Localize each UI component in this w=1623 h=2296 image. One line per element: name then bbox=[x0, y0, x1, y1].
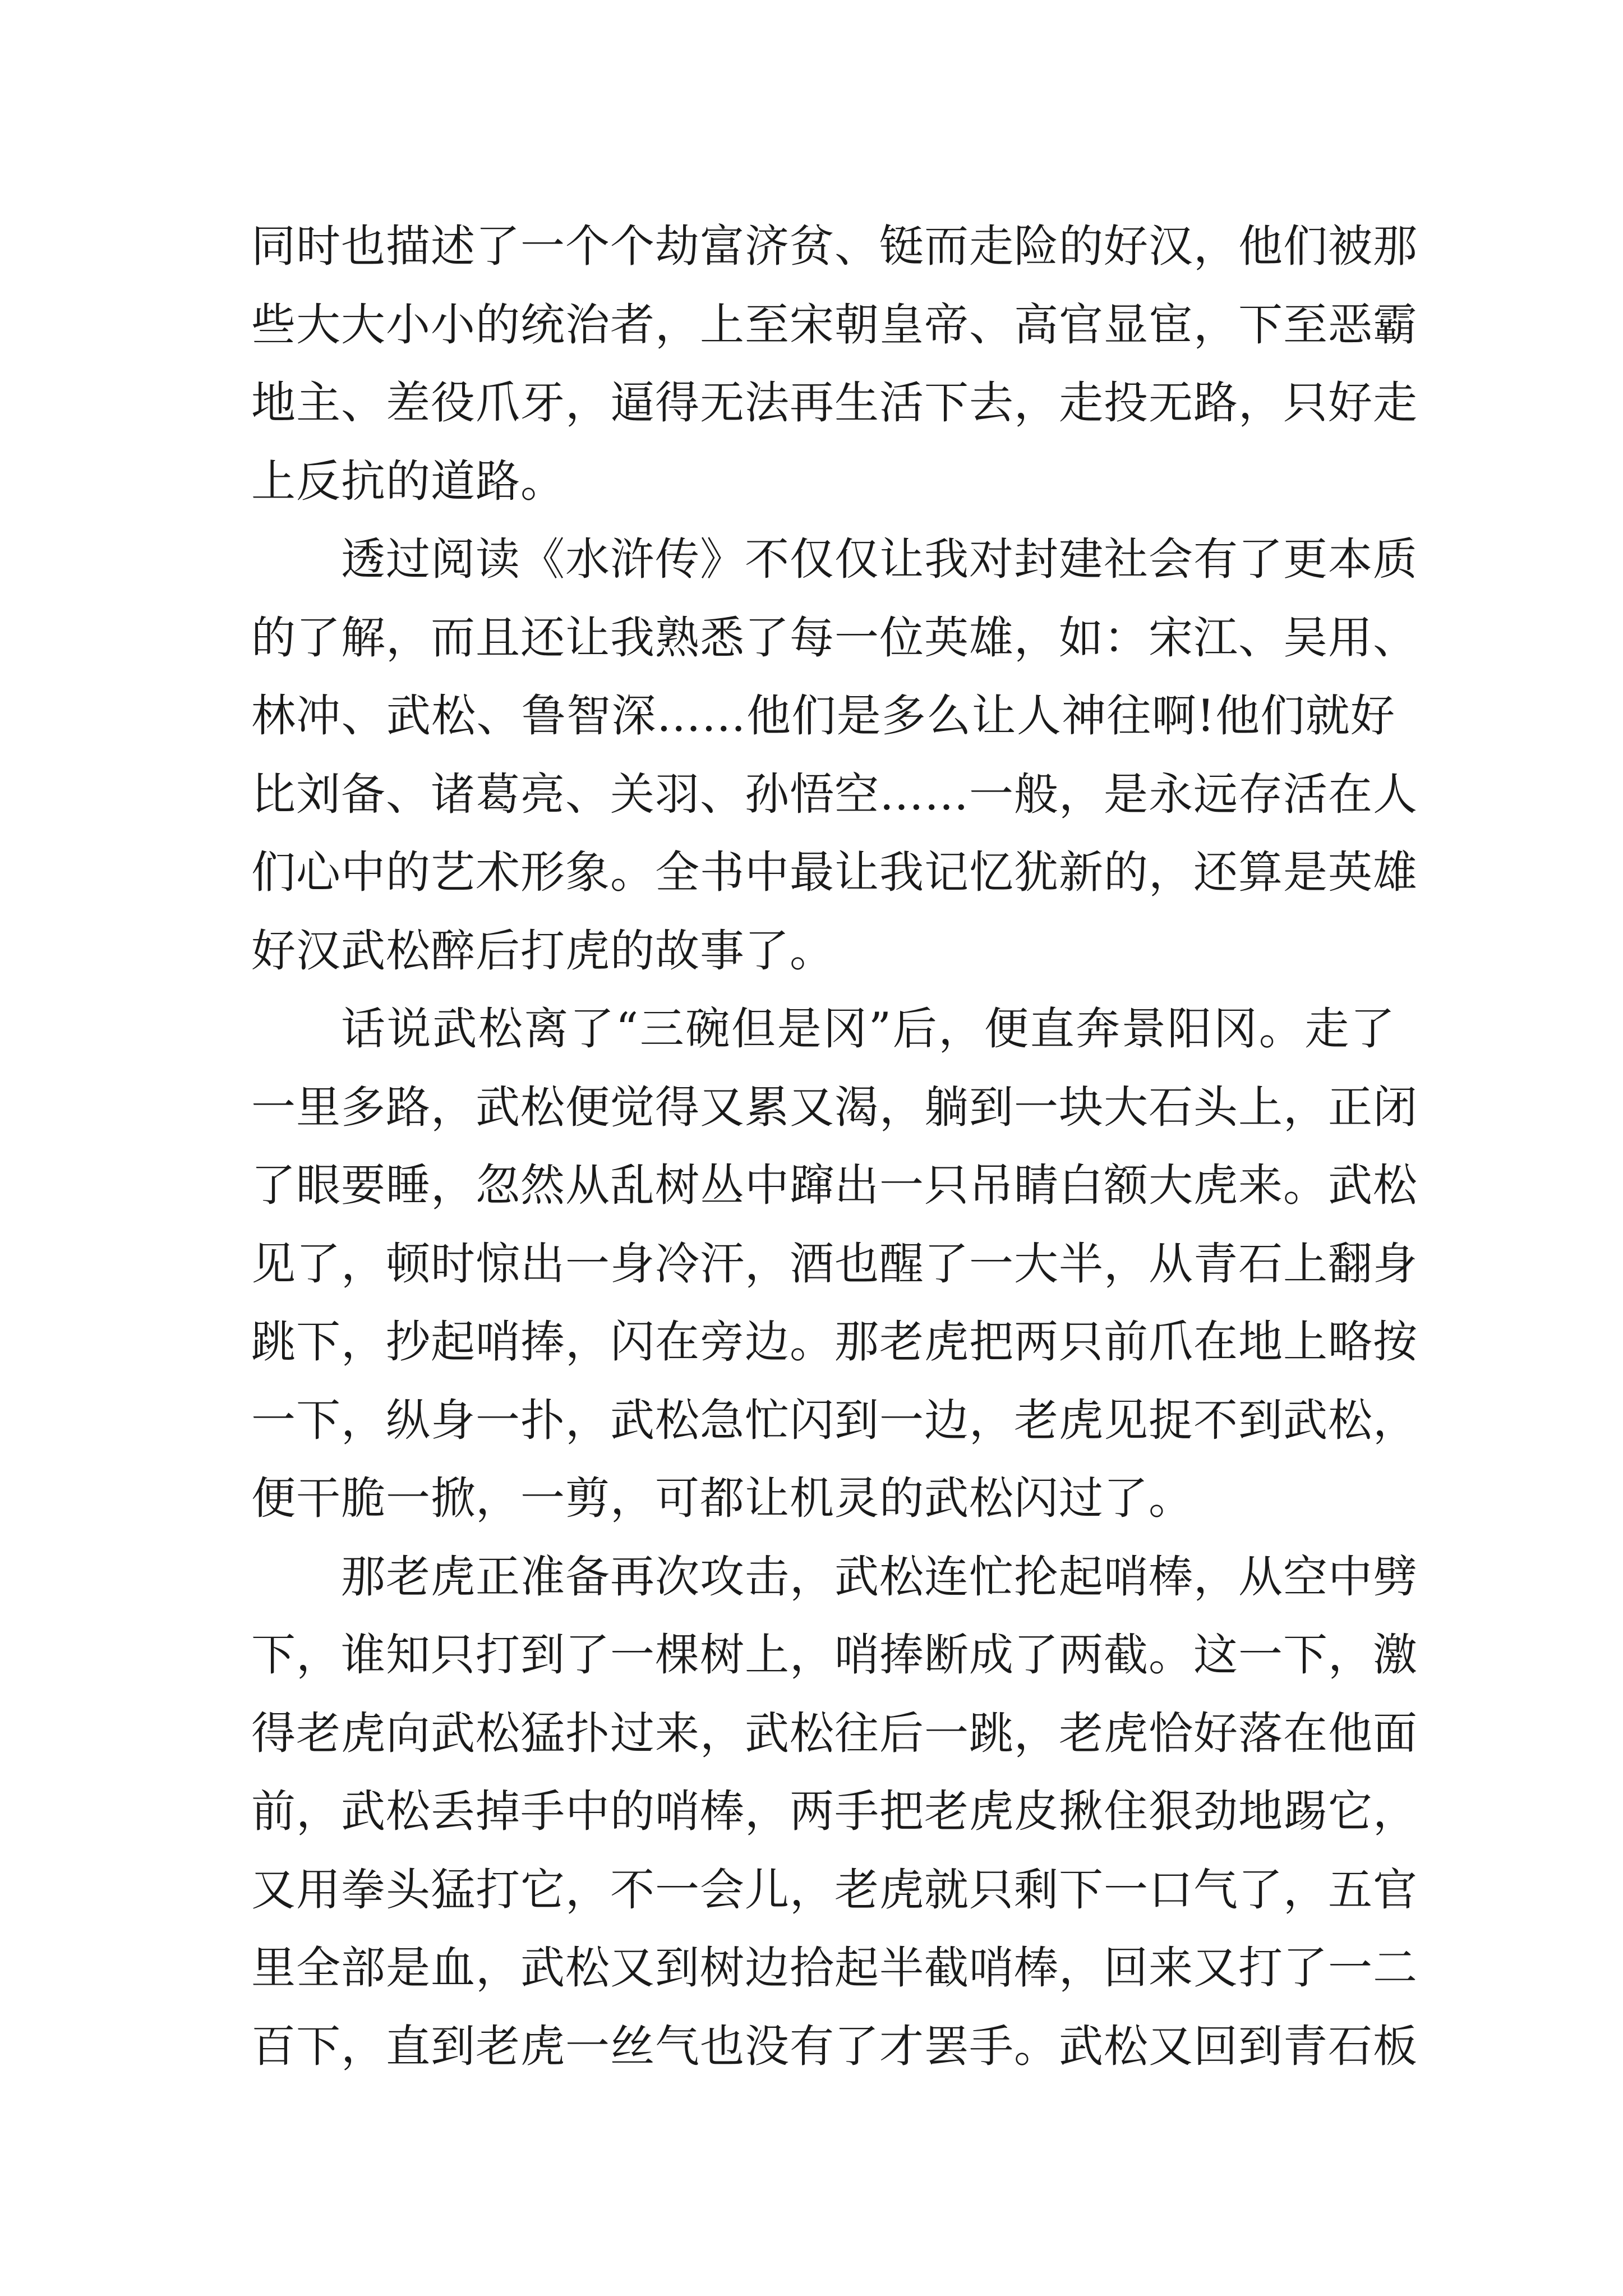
text-line: 一下，纵身一扑，武松急忙闪到一边，老虎见捉不到武松， bbox=[251, 1394, 1418, 1446]
text-line: 见了，顿时惊出一身冷汗，酒也醒了一大半，从青石上翻身 bbox=[251, 1237, 1418, 1290]
text-line: 那老虎正准备再次攻击，武松连忙抡起哨棒，从空中劈 bbox=[341, 1550, 1418, 1603]
text-line: 话说武松离了“三碗但是冈”后，便直奔景阳冈。走了 bbox=[341, 1003, 1395, 1055]
text-line: 跳下，抄起哨捧，闪在旁边。那老虎把两只前爪在地上略按 bbox=[251, 1316, 1418, 1368]
text-line: 比刘备、诸葛亮、关羽、孙悟空……一般，是永远存活在人 bbox=[251, 768, 1418, 820]
text-line: 里全部是血，武松又到树边拾起半截哨棒，回来又打了一二 bbox=[251, 1942, 1418, 1994]
text-line: 下，谁知只打到了一棵树上，哨捧断成了两截。这一下，激 bbox=[251, 1629, 1418, 1681]
text-line: 得老虎向武松猛扑过来，武松往后一跳，老虎恰好落在他面 bbox=[251, 1707, 1418, 1759]
text-line: 又用拳头猛打它，不一会儿，老虎就只剩下一口气了，五官 bbox=[251, 1864, 1418, 1916]
text-line: 的了解，而且还让我熟悉了每一位英雄，如：宋江、吴用、 bbox=[251, 611, 1418, 664]
body-text bbox=[251, 208, 1418, 2086]
text-line: 些大大小小的统治者，上至宋朝皇帝、高官显宦，下至恶霸 bbox=[251, 298, 1418, 351]
text-line: 同时也描述了一个个劫富济贫、铤而走险的好汉，他们被那 bbox=[251, 220, 1418, 272]
text-line: 便干脆一掀，一剪，可都让机灵的武松闪过了。 bbox=[251, 1473, 1193, 1524]
text-line: 透过阅读《水浒传》不仅仅让我对封建社会有了更本质 bbox=[341, 533, 1418, 585]
text-line: 前，武松丢掉手中的哨棒，两手把老虎皮揪住狠劲地踢它， bbox=[251, 1786, 1418, 1837]
text-line: 上反抗的道路。 bbox=[251, 455, 565, 507]
text-line: 地主、差役爪牙，逼得无法再生活下去，走投无路，只好走 bbox=[251, 377, 1418, 429]
text-line: 了眼要睡，忽然从乱树丛中蹿出一只吊睛白额大虎来。武松 bbox=[251, 1159, 1418, 1211]
text-line: 们心中的艺术形象。全书中最让我记忆犹新的，还算是英雄 bbox=[251, 846, 1418, 898]
text-line: 一里多路，武松便觉得又累又渴，躺到一块大石头上，正闭 bbox=[251, 1081, 1418, 1133]
text-line: 百下，直到老虎一丝气也没有了才罢手。武松又回到青石板 bbox=[251, 2020, 1418, 2072]
text-line: 好汉武松醉后打虎的故事了。 bbox=[251, 924, 834, 977]
text-line: 林冲、武松、鲁智深……他们是多么让人神往啊!他们就好 bbox=[251, 690, 1395, 742]
